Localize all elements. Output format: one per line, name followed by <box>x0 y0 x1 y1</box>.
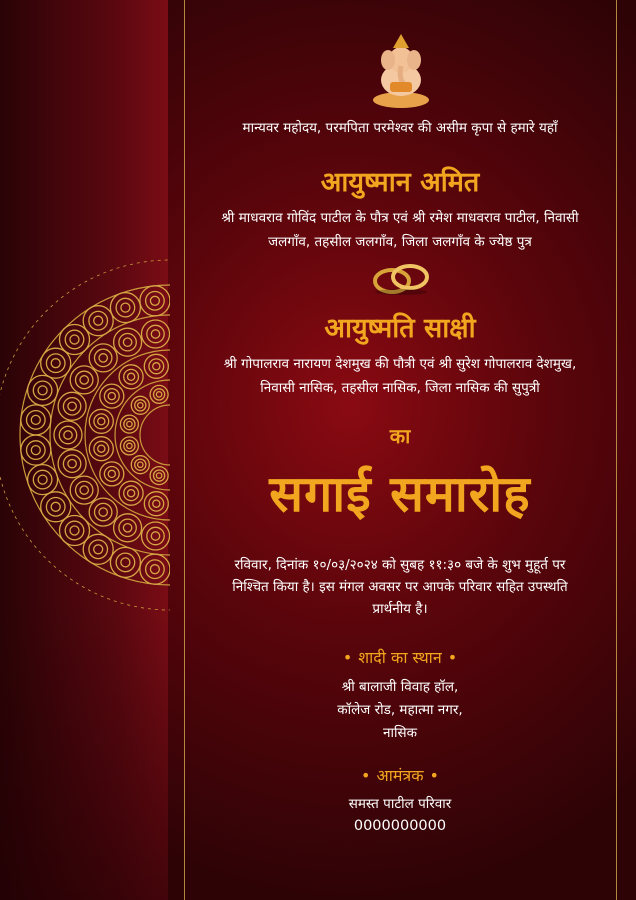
bullet-icon: • <box>361 766 371 785</box>
inviter-phone: 0000000000 <box>353 818 447 834</box>
wedding-rings-icon <box>368 262 434 296</box>
bullet-icon: • <box>447 648 458 667</box>
venue-line3: नासिक <box>383 725 417 741</box>
venue-heading <box>190 646 610 668</box>
intro-text: मान्यवर महोदय, परमपिता परमेश्वर की असीम कृपा से हमारे यहाँ <box>242 120 558 136</box>
bullet-icon: • <box>429 766 439 785</box>
bride-description <box>190 352 610 400</box>
bride-name: आयुष्मति साक्षी <box>324 313 476 344</box>
event-line1: रविवार, दिनांक १०/०३/२०२४ को सुबह ११:३० बजे के शुभ मुहूर्त पर <box>234 557 566 573</box>
groom-desc-line2: जलगाँव, तहसील जलगाँव, जिला जलगाँव के ज्येष्ठ पुत्र <box>268 234 532 250</box>
ka-connector: का <box>389 424 411 448</box>
venue-line2: कॉलेज रोड, महात्मा नगर, <box>337 702 463 718</box>
right-border-line <box>616 0 617 900</box>
venue-line1: श्री बालाजी विवाह हॉल, <box>341 679 459 695</box>
inviter-heading <box>190 764 610 786</box>
groom-desc-line1: श्री माधवराव गोविंद पाटील के पौत्र एवं श्री रमेश माधवराव पाटील, निवासी <box>221 210 579 226</box>
inviter-family: समस्त पाटील परिवार <box>348 796 452 812</box>
inviter-heading-text: आमंत्रक <box>376 766 424 785</box>
left-border-line <box>184 0 185 900</box>
venue-address <box>190 676 610 745</box>
groom-description <box>190 206 610 254</box>
bride-desc-line2: निवासी नासिक, तहसील नासिक, जिला नासिक की सुपुत्री <box>260 380 540 396</box>
bride-desc-line1: श्री गोपालराव नारायण देशमुख की पौत्री एवं श्री सुरेश गोपालराव देशमुख, <box>223 356 577 372</box>
event-line3: प्रार्थनीय है। <box>372 601 428 617</box>
venue-heading-text: शादी का स्थान <box>358 648 442 667</box>
ceremony-title: सगाई समारोह <box>269 464 531 523</box>
event-details <box>190 554 610 620</box>
groom-name: आयुष्मान अमित <box>320 167 480 198</box>
mandala-decoration <box>0 250 170 620</box>
bullet-icon: • <box>342 648 353 667</box>
ganesha-icon <box>368 30 434 110</box>
event-line2: निश्चित किया है। इस मंगल अवसर पर आपके परिवार सहित उपस्थति <box>232 579 568 595</box>
